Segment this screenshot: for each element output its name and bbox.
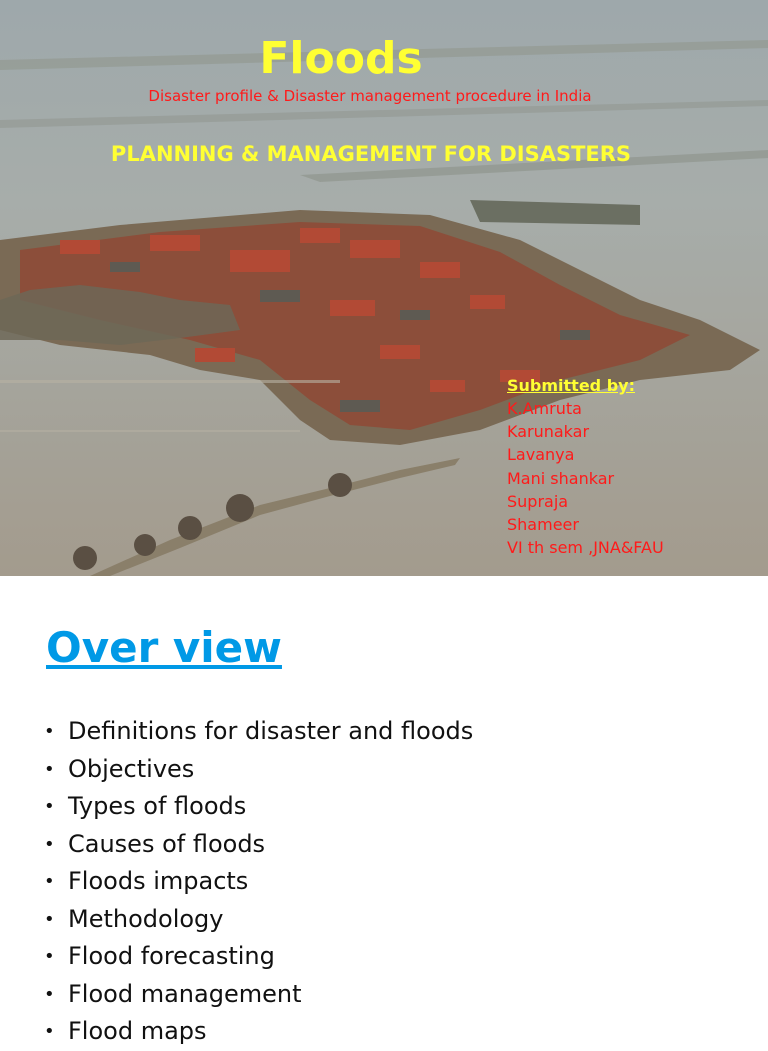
bullet-item: • Floods impacts <box>44 863 473 901</box>
member-name: VI th sem ,JNA&FAU <box>507 538 664 558</box>
member-name: Shameer <box>507 515 579 535</box>
bullet-item: • Methodology <box>44 901 473 939</box>
overview-title: Over view <box>46 623 282 672</box>
bullet-item: • Types of floods <box>44 788 473 826</box>
bullet-item: • Definitions for disaster and floods <box>44 713 473 751</box>
overview-bullet-list <box>44 713 473 1051</box>
course-heading: PLANNING & MANAGEMENT FOR DISASTERS <box>110 142 632 166</box>
bullet-item: • Causes of floods <box>44 826 473 864</box>
bullet-item: • Flood maps <box>44 1013 473 1051</box>
member-name: Supraja <box>507 491 569 511</box>
member-name: K.Amruta <box>507 399 582 418</box>
member-name: Karunakar <box>507 422 590 442</box>
overview-slide <box>0 576 768 1045</box>
submitted-by-label: Submitted by: <box>507 376 635 395</box>
bullet-item: • Flood forecasting <box>44 938 473 976</box>
member-list <box>507 397 664 559</box>
member-name: Mani shankar <box>507 468 615 488</box>
slide-title: Floods <box>259 33 423 84</box>
member-name: Lavanya <box>507 445 575 465</box>
slide-subtitle: Disaster profile & Disaster management procedure in India <box>148 87 592 105</box>
bullet-item: • Objectives <box>44 751 473 789</box>
bullet-item: • Flood management <box>44 976 473 1014</box>
